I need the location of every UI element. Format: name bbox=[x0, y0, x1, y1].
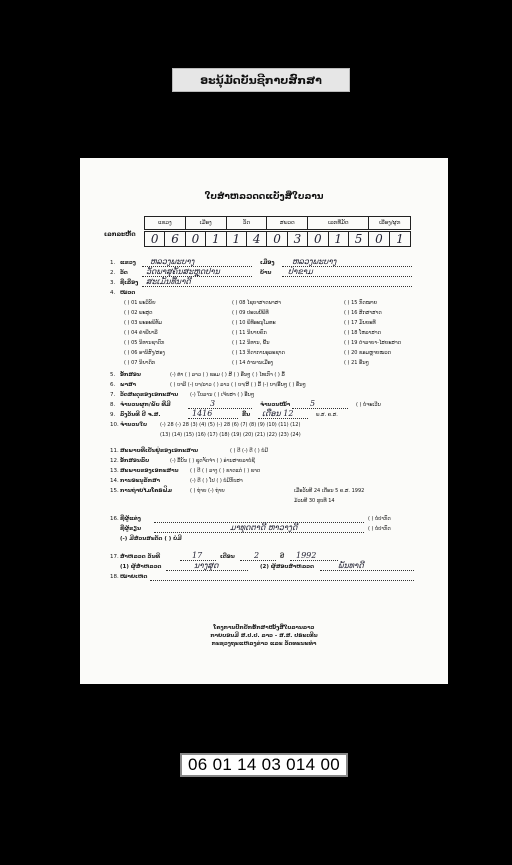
field-label: ສະພາບຂອງເອກະສານ bbox=[120, 468, 179, 474]
category-option[interactable]: ( ) 07 ນິຍາດິກ bbox=[124, 360, 156, 366]
footer-line: ໂຄງການປົກປັກຮັກສາໜັງສືໃບລານລາວ bbox=[213, 625, 315, 631]
field-label: ການຖ່າຍໄມໂຄຣຟິມ bbox=[120, 488, 172, 494]
category-option[interactable]: ( ) 03 ພະອະພິທັມ bbox=[124, 320, 163, 326]
category-option[interactable]: ( ) 17 ມັນຍະທີ bbox=[344, 320, 376, 326]
option-list[interactable]: ( ) ດີ ( ) ລາງ ( ) ຂາດແຕ່ ( ) ຂາດ bbox=[190, 468, 261, 474]
code-digit: 3 bbox=[288, 232, 308, 246]
option-list[interactable]: (-) ດີ ( ) ໂປ ( ) ບໍ່ມີກັບສາ bbox=[190, 478, 243, 484]
code-label: ເລກລະຫັດ bbox=[104, 231, 136, 238]
field-row-date bbox=[110, 410, 434, 420]
field-row-microfilm bbox=[110, 486, 434, 496]
row-number: 12. bbox=[110, 458, 119, 464]
option-list[interactable]: (13) (14) (15) (16) (17) (18) (19) (20) (21) (22) (23) (24) bbox=[160, 432, 301, 438]
option-list[interactable]: ( ) ບໍ່ຈະເວີນ bbox=[356, 402, 381, 408]
row-number: 14. bbox=[110, 478, 119, 484]
option-list[interactable]: (-) ໃບລານ ( ) ເຈ້ຍສາ ( ) ອື່ນໆ bbox=[190, 392, 255, 398]
field-label: ຊື່ຜູ້ແຕ່ງ bbox=[120, 516, 141, 522]
category-option[interactable]: ( ) 09 ປະເພນີພິທີ bbox=[232, 310, 269, 316]
row-number: 13. bbox=[110, 468, 119, 474]
row-number: 3. bbox=[110, 280, 116, 286]
code-headers bbox=[144, 216, 411, 230]
field-label: ບ້ານ bbox=[260, 270, 272, 276]
code-digit: 0 bbox=[308, 232, 328, 246]
field-label: ເດືອນ bbox=[220, 554, 235, 560]
field-row-scribe bbox=[110, 524, 434, 534]
category-col-1 bbox=[124, 298, 165, 368]
handwritten-value: 2 bbox=[254, 551, 260, 560]
field-row-microfilm-roll bbox=[110, 496, 434, 506]
field-label: ແຂວງ bbox=[120, 260, 136, 266]
option-list[interactable]: (-) ລື້ນັນ ( ) ຊຸດຈັດຈໍາ ( ) ອ່ານສາຍລາບໍ່ຊີ bbox=[170, 458, 255, 464]
category-option[interactable]: ( ) 10 ພິທີອະນຸໂມທະ bbox=[232, 320, 276, 326]
field-row-title bbox=[110, 278, 434, 288]
handwritten-value: ຫລວງພະບາງ bbox=[150, 257, 195, 266]
handwritten-value: ສະເມັນທີ່ນາດີ bbox=[146, 277, 191, 286]
row-number: 18. bbox=[110, 574, 119, 580]
option-list[interactable]: (-) ທຳ ( ) ລາວ ( ) ຂອມ ( ) ສີ ( ) ອື່ນໆ ( ) ໄທເກົາ ( ) ລື້ bbox=[170, 372, 285, 378]
field-row-material bbox=[110, 390, 434, 400]
archive-title: ອະນຸ້ມັດບັນຊີກາບສົກສາ bbox=[200, 73, 322, 87]
row-number: 15. bbox=[110, 488, 119, 494]
form-fields bbox=[110, 258, 434, 582]
field-row-condition bbox=[110, 446, 434, 456]
row-number: 6. bbox=[110, 382, 116, 388]
code-digit: 0 bbox=[267, 232, 287, 246]
field-label: ຂື້ນ bbox=[242, 412, 251, 418]
field-label: ຊື່ຜູ້ຂຽນ bbox=[120, 526, 141, 532]
field-row-remarks bbox=[110, 572, 434, 582]
handwritten-value: 1992 bbox=[296, 551, 317, 560]
field-row-script-state bbox=[110, 456, 434, 466]
survey-form-page bbox=[80, 158, 448, 684]
code-digit: 0 bbox=[145, 232, 165, 246]
row-number: 1. bbox=[110, 260, 116, 266]
option-list: ພ.ສ. ຄ.ສ. bbox=[316, 412, 338, 418]
microfilm-code: 06 01 14 03 014 00 bbox=[188, 755, 340, 774]
code-digit: 0 bbox=[186, 232, 206, 246]
code-digit: 1 bbox=[227, 232, 247, 246]
form-footer bbox=[80, 624, 448, 648]
field-label: ວັດສະດຸຂອງເອກະສານ bbox=[120, 392, 179, 398]
handwritten-value: 5 bbox=[310, 399, 316, 408]
row-number: 2. bbox=[110, 270, 116, 276]
microfilm-date: ເມື່ອວັນທີ 24 ເດືອນ 5 ຄ.ສ. 1992 bbox=[294, 488, 365, 494]
category-option[interactable]: ( ) 15 ກົດໝາຍ bbox=[344, 300, 378, 306]
field-row-category bbox=[110, 288, 434, 298]
field-row-conservation bbox=[110, 476, 434, 486]
handwritten-value: ນາງສຸດ bbox=[194, 561, 219, 570]
code-header-temple: ວັດ bbox=[227, 217, 268, 229]
field-label: ຈໍານວນໜ້າ bbox=[260, 402, 291, 408]
field-label: (2) ຜູ້ສອບສຳຫລວດ bbox=[260, 564, 314, 570]
field-row-script bbox=[110, 370, 434, 380]
field-label: ພາສາ bbox=[120, 382, 137, 388]
option-list[interactable]: ( ) ດີ (-) ດີ ( ) ບໍ່ມີ bbox=[230, 448, 268, 454]
form-title: ໃບສໍາຫລວດດແບັງສືໃບລານ bbox=[204, 192, 324, 202]
category-option[interactable]: ( ) 04 ຄໍາພີບາລີ bbox=[124, 330, 158, 336]
code-digit: 6 bbox=[165, 232, 185, 246]
category-option[interactable]: ( ) 19 ດໍາລາຍາ-ໄສຍະສາດ bbox=[344, 340, 402, 346]
field-row-surveyors bbox=[110, 562, 434, 572]
microfilm-roll: ມ້ວນທີ 30 ຮູບທີ 14 bbox=[294, 498, 335, 504]
field-row-colophon bbox=[110, 534, 434, 544]
option-list[interactable]: ( ) ຖ່າຍ (-) ຖ່າຍ bbox=[190, 488, 225, 494]
field-row-doc-state bbox=[110, 466, 434, 476]
microfilm-code-label bbox=[180, 753, 348, 777]
row-number: 10. bbox=[110, 422, 119, 428]
field-label: ລົງວັນທີ ປີ ຈ.ສ. bbox=[120, 412, 161, 418]
category-option[interactable]: ( ) 20 ຂອມຫຼາຍໝວດ bbox=[344, 350, 391, 356]
handwritten-value: ເດືອນ 12 bbox=[262, 409, 294, 418]
field-label: (-) ມີສ່ວນສະດັດ ( ) ບໍ່ມີ bbox=[120, 536, 182, 542]
code-header-district: ເມືອງ bbox=[186, 217, 227, 229]
field-label: ສະພາບທີ່ເປັນຢູ່ຂອງເອກະສານ bbox=[120, 448, 199, 454]
category-option[interactable]: ( ) 18 ໂຫລາສາດ bbox=[344, 330, 381, 336]
field-label: ວັດ bbox=[120, 270, 128, 276]
handwritten-value: 3 bbox=[210, 399, 216, 408]
field-row-leaves bbox=[110, 420, 434, 430]
handwritten-value: 1416 bbox=[192, 409, 213, 418]
row-number: 7. bbox=[110, 392, 116, 398]
row-number: 9. bbox=[110, 412, 116, 418]
field-label: ໝວດ bbox=[120, 290, 136, 296]
category-option[interactable]: ( ) 11 ນິຍາຍຄົກ bbox=[232, 330, 267, 336]
handwritten-value: 17 bbox=[192, 551, 203, 560]
category-option[interactable]: ( ) 01 ພະວິນັຍ bbox=[124, 300, 156, 306]
row-number: 17. bbox=[110, 554, 119, 560]
handwritten-value: ຫລວງພະບາງ bbox=[292, 257, 337, 266]
code-header-category: ສພວດ bbox=[267, 217, 308, 229]
row-number: 5. bbox=[110, 372, 116, 378]
option-list[interactable]: ( ) ບາລີ (-) ບາ/ລາວ ( ) ລາວ ( ) ບາ/ສີ ( ) ລື້ (-) ບາ/ອື່ນໆ ( ) ອື່ນໆ bbox=[170, 382, 306, 388]
category-option[interactable]: ( ) 12 ນິທານ, ພື້ນ bbox=[232, 340, 270, 346]
option-list[interactable]: (-) 28 (-) 28 (3) (4) (5) (-) 28 (6) (7) (8) (9) (10) (11) (12) bbox=[160, 422, 301, 428]
field-row-language bbox=[110, 380, 434, 390]
category-options bbox=[110, 298, 434, 370]
row-number: 4. bbox=[110, 290, 116, 296]
code-digit: 1 bbox=[206, 232, 226, 246]
category-option[interactable]: ( ) 02 ພະສູດ bbox=[124, 310, 153, 316]
field-label: ອັກສອນ bbox=[120, 372, 141, 378]
code-digit: 1 bbox=[396, 232, 404, 246]
field-row-survey-date bbox=[110, 552, 434, 562]
code-digit: 4 bbox=[247, 232, 267, 246]
handwritten-value: ມາທຸດຕາດີ ຫາວາງດີ bbox=[230, 523, 298, 532]
field-label: ໝາຍເຫດ bbox=[120, 574, 148, 580]
row-number: 16. bbox=[110, 516, 119, 522]
field-label: ຊື່ເລື່ອງ bbox=[120, 280, 139, 286]
category-option[interactable]: ( ) 06 ອານິສົງ/ສອງ bbox=[124, 350, 165, 356]
option-list[interactable]: ( ) ບໍ່ປາກົດ bbox=[368, 526, 391, 532]
row-number: 8. bbox=[110, 402, 116, 408]
category-option[interactable]: ( ) 21 ອື່ນໆ bbox=[344, 360, 369, 366]
field-label: ອັກສອນລົບ bbox=[120, 458, 150, 464]
field-row-leaves-2 bbox=[110, 430, 434, 440]
handwritten-value: ພັນທາດີ bbox=[338, 561, 364, 570]
handwritten-value: ວັດພາສຸຄັນສະຫຼຸດປານ bbox=[146, 267, 220, 276]
code-header-title: ເລືອງ/ຜູກ bbox=[379, 220, 401, 226]
field-label: ຈໍານວນໃບ bbox=[120, 422, 147, 428]
code-header-bundle: ເລກທີ່ມັດ bbox=[308, 217, 369, 229]
code-digit: 1 bbox=[329, 232, 349, 246]
category-col-3 bbox=[344, 298, 401, 368]
category-option[interactable]: ( ) 13 ກິດາການອຸລະຊາດ bbox=[232, 350, 285, 356]
category-option[interactable]: ( ) 14 ຕໍານານເມືອງ bbox=[232, 360, 274, 366]
category-option[interactable]: ( ) 05 ນິທານຊາດົກ bbox=[124, 340, 165, 346]
category-option[interactable]: ( ) 08 ໄຊຍາສາດພາສາ bbox=[232, 300, 281, 306]
field-label: ເມືອງ bbox=[260, 260, 275, 266]
code-header-province: ແຂວງ bbox=[145, 217, 186, 229]
footer-line: ກາຍບອນມີ ສ.ປ.ປ. ລາວ - ສ.ສ. ປຣະເທີນ bbox=[210, 633, 318, 639]
row-number: 11. bbox=[110, 448, 119, 454]
category-col-2 bbox=[232, 298, 285, 368]
field-label: ປີ bbox=[280, 554, 284, 560]
field-label: (1) ຜູ້ສໍາຫລວດ bbox=[120, 564, 162, 570]
handwritten-value: ປ່າຂາມ bbox=[288, 267, 313, 276]
code-digit: 0 bbox=[369, 232, 389, 246]
field-label: ການອະນຸລັກສາ bbox=[120, 478, 160, 484]
code-digit: 5 bbox=[349, 232, 369, 246]
field-label: ຈໍານວນຜູກ/ພັບ ທີ່ມີ bbox=[120, 402, 171, 408]
archive-title-banner bbox=[172, 68, 350, 92]
code-digits bbox=[144, 231, 411, 247]
footer-line: ກະຊວງຖະແຫລງຂ່າວ ແລະ ວັດທະນະທໍາ bbox=[211, 641, 317, 647]
option-list[interactable]: ( ) ບໍ່ປາກົດ bbox=[368, 516, 391, 522]
field-label: ສໍາຫລວດ ວັນທີ bbox=[120, 554, 160, 560]
category-option[interactable]: ( ) 16 ສິກສາສາດ bbox=[344, 310, 382, 316]
